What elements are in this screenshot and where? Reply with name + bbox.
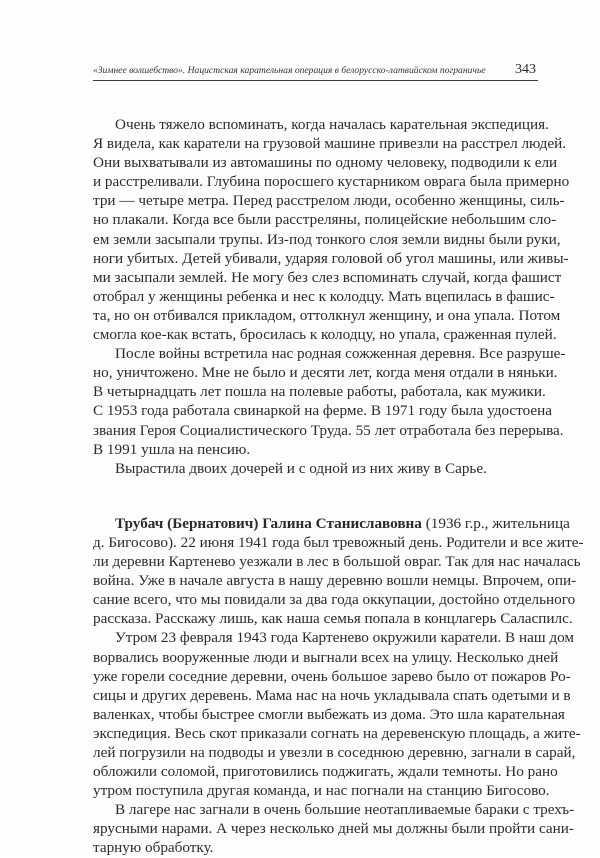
text-line: ярусными нарами. А через несколько дней мы должны были пройти сани-: [93, 820, 574, 838]
text-line: уже горели соседние деревни, очень большое зарево было от пожаров Ро-: [93, 667, 571, 685]
text-line: три — четыре метра. Перед расстрелом люди, особенно женщины, силь-: [93, 192, 565, 210]
header-rule: [93, 80, 538, 81]
paragraph-memoir-2: [93, 344, 566, 459]
text-line: сание всего, что мы повидали за два года оккупации, достойно отдельного: [93, 591, 576, 609]
text-line: война. Уже в начале августа в нашу деревню вошли немцы. Впрочем, опи-: [93, 572, 577, 590]
page-number: 343: [515, 62, 536, 77]
text-line: сицы и других деревень. Мама нас на ночь укладывала спать одетыми и в: [93, 686, 571, 704]
text-line: После войны встретила нас родная сожженная деревня. Все разруше-: [115, 345, 566, 363]
text-line: валенках, чтобы быстрее смогли выбежать из дома. Это шла карательная: [93, 705, 565, 723]
text-line: смогла кое-как встать, бросилась к колодцу, но упала, сраженная пулей.: [93, 326, 557, 344]
text-line: ноги убитых. Детей убивали, ударяя головой об угол машины, или живы-: [93, 249, 569, 267]
text-line: В 1991 ушла на пенсию.: [93, 440, 251, 458]
text-line: д. Бигосово). 22 июня 1941 года был тревожный день. Родители и все жите-: [93, 533, 584, 551]
text-line: та, но он отбивался прикладом, оттолкнул женщину, и она упала. Потом: [93, 306, 561, 324]
text-line: ми засыпали землей. Не могу без слез вспоминать случай, когда фашист: [93, 268, 562, 286]
blank-line: [93, 478, 538, 497]
text-line: звания Героя Социалистического Труда. 55 лет отработала без перерыва.: [93, 421, 564, 439]
section-gap: [93, 497, 538, 514]
text-line: но, уничтожено. Мне не было и десяти лет, когда меня отдали в няньки.: [93, 364, 558, 382]
text-line: [93, 514, 570, 533]
text-line: Очень тяжело вспоминать, когда началась карательная экспедиция.: [115, 116, 549, 133]
text-line: отобрал у женщины ребенка и нес к колодцу. Мать вцепилась в фашис-: [93, 287, 555, 305]
paragraph-memoir-1: [93, 115, 570, 344]
text-line: утром поступила другая команда, и нас погнали на станцию Бигосово.: [93, 782, 550, 800]
text-line: Я видела, как каратели на грузовой машине привезли на расстрел людей.: [93, 135, 567, 153]
running-header: [93, 62, 538, 78]
text-line: но плакали. Когда все были расстреляны, полицейские небольшим сло-: [93, 211, 557, 229]
text-line: В четырнадцать лет пошла на полевые работы, работала, как мужики.: [93, 383, 546, 401]
text-line: Утром 23 февраля 1943 года Картенево окружили каратели. В наш дом: [115, 629, 574, 647]
body-text: [93, 115, 584, 858]
witness-name: Трубач (Бернатович) Галина Станиславовна: [115, 514, 422, 532]
text-line: В лагере нас загнали в очень большие неотапливаемые бараки с трехъ-: [115, 801, 575, 819]
text-line: Вырастила двоих дочерей и с одной из них живу в Сарье.: [115, 459, 487, 477]
text-line: ворвались вооруженные люди и выгнали всех на улицу. Несколько дней: [93, 648, 559, 666]
paragraph-testimony-2: [93, 628, 581, 800]
text-line: экспедиция. Весь скот приказали согнать на деревенскую площадь, а жите-: [93, 724, 581, 742]
paragraph-testimony-3: [93, 800, 575, 857]
running-title: «Зимнее волшебство». Нацистская карательная операция в белорусско-латвийском пограничье: [93, 65, 486, 76]
witness-details: (1936 г.р., жительница: [421, 514, 570, 532]
text-line: обложили соломой, приготовились поджигать, ждали темноты. Но рано: [93, 763, 558, 781]
paragraph-memoir-3: [93, 459, 538, 478]
text-line: лей погрузили на подводы и увезли в соседнюю деревню, загнали в сарай,: [93, 744, 576, 761]
text-line: Они выхватывали из автомашины по одному человеку, подводили к ели: [93, 154, 558, 172]
text-line: ем земли засыпали трупы. Из-под тонкого слоя земли видны были руки,: [93, 230, 561, 248]
paragraph-testimony-intro: [93, 514, 584, 629]
text-line: рассказа. Расскажу лишь, как наша семья попала в концлагерь Саласпилс.: [93, 610, 573, 628]
text-line: тарную обработку.: [93, 839, 214, 857]
text-line: ли деревни Картенево уезжали в лес в большой овраг. Так для нас началась: [93, 553, 581, 571]
text-line: С 1953 года работала свинаркой на ферме. В 1971 году была удостоена: [93, 402, 552, 420]
text-line: и расстреливали. Глубина поросшего кустарником оврага была примерно: [93, 173, 570, 191]
